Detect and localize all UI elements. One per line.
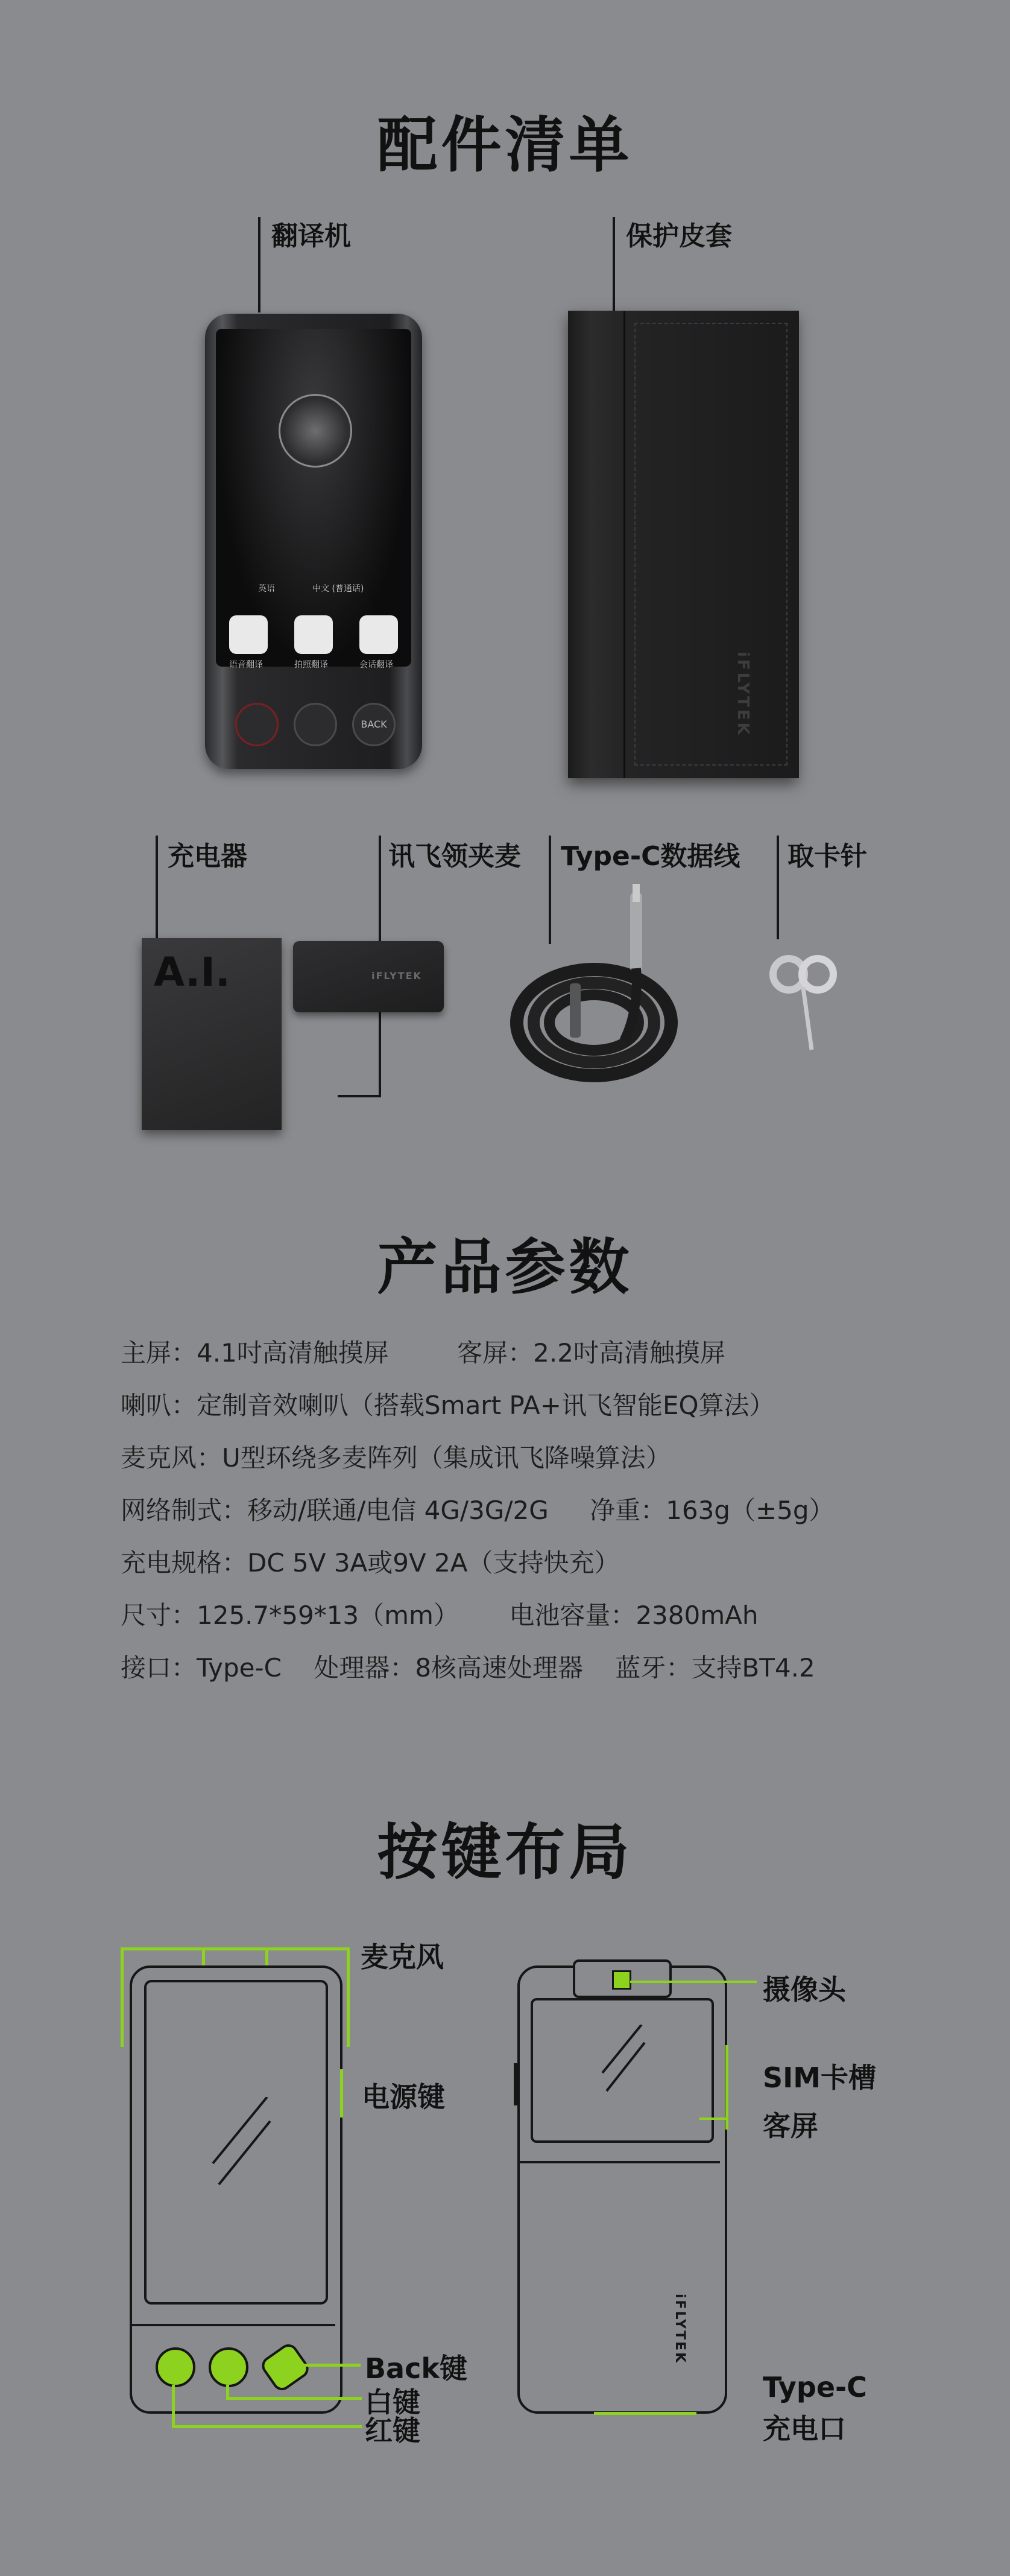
- accessories-title: 配件清单: [377, 110, 633, 180]
- back-device-outline: [517, 1965, 727, 2414]
- mic-callout: 麦克风: [361, 1941, 444, 1973]
- spec-charging: 充电规格：DC 5V 3A或9V 2A（支持快充）: [121, 1548, 620, 1578]
- spec-row-7: [121, 1648, 815, 1684]
- device-screen: [216, 329, 411, 670]
- photo-translate-app-icon: [294, 615, 333, 654]
- screen-glare-icon: [207, 2097, 273, 2187]
- translator-device-image: [205, 314, 422, 769]
- clip-mic-label: 讯飞领夹麦: [388, 841, 521, 872]
- side-slot-marker: [514, 2063, 519, 2105]
- spec-processor: 处理器：8核高速处理器: [314, 1653, 584, 1683]
- clip-mic-leader-horizontal: [338, 1095, 381, 1097]
- sub-screen-callout: 客屏: [763, 2110, 818, 2142]
- red-key-leader-h: [172, 2425, 362, 2428]
- power-callout: 电源键: [362, 2081, 445, 2113]
- clock-widget-icon: [279, 394, 352, 468]
- conversation-translate-app-icon: [359, 615, 398, 654]
- charger-ai-text: A.I.: [154, 949, 231, 995]
- charger-leader-line: [156, 836, 158, 944]
- translator-label: 翻译机: [271, 221, 351, 252]
- device-lang-left: 英语: [258, 584, 275, 594]
- app2-label: 拍照翻译: [294, 660, 328, 670]
- sub-screen-glare-icon: [599, 2025, 648, 2097]
- back-hardware-button: BACK: [352, 703, 396, 746]
- spec-bluetooth: 蓝牙：支持BT4.2: [615, 1653, 815, 1683]
- red-key-callout: 红键: [365, 2414, 420, 2447]
- white-key-callout: 白键: [365, 2386, 420, 2419]
- spec-network: 网络制式：移动/联通/电信 4G/3G/2G: [121, 1496, 549, 1525]
- back-key-callout: Back键: [365, 2352, 467, 2385]
- case-stitching: [634, 323, 787, 766]
- mic-bracket-tick-1: [202, 1947, 205, 1965]
- sim-pin-leader-line: [777, 836, 779, 939]
- spec-speaker: 喇叭：定制音效喇叭（搭载Smart PA+讯飞智能EQ算法）: [121, 1391, 775, 1420]
- sim-slot-marker: [725, 2045, 728, 2130]
- spec-row-4: [121, 1491, 835, 1527]
- white-key-icon: [209, 2347, 248, 2387]
- power-key-marker: [340, 2069, 343, 2118]
- charger-image: [142, 938, 282, 1130]
- red-hardware-button: [235, 703, 279, 746]
- translator-leader-line: [258, 217, 260, 312]
- clip-mic-image: [293, 941, 444, 1012]
- red-key-leader-v: [172, 2385, 175, 2428]
- white-key-leader-h: [226, 2397, 362, 2400]
- params-title: 产品参数: [377, 1232, 633, 1302]
- sim-pin-label: 取卡针: [787, 841, 867, 872]
- app3-label: 会话翻译: [359, 660, 393, 670]
- sim-callout: SIM卡槽: [763, 2061, 877, 2094]
- mic-bracket-top: [121, 1947, 350, 1950]
- sub-screen-outline: [531, 1998, 714, 2143]
- spec-row-1: [121, 1333, 725, 1369]
- sim-pin-image: [766, 950, 850, 1053]
- spec-battery: 电池容量：2380mAh: [509, 1600, 759, 1630]
- back-split-line: [520, 2161, 720, 2163]
- app1-label: 语音翻译: [229, 660, 263, 670]
- cable-label: Type-C数据线: [561, 841, 740, 872]
- spec-sub-screen: 客屏：2.2吋高清触摸屏: [457, 1338, 725, 1368]
- spec-port: 接口：Type-C: [121, 1653, 282, 1683]
- spec-row-6: [121, 1596, 758, 1632]
- typec-callout-1: Type-C: [763, 2371, 867, 2403]
- back-brand-text: iFLYTEK: [672, 2294, 687, 2365]
- camera-callout: 摄像头: [763, 1973, 846, 2006]
- spec-weight: 净重：163g（±5g）: [590, 1496, 835, 1525]
- clip-mic-brand: iFLYTEK: [371, 970, 422, 982]
- back-key-leader: [300, 2364, 361, 2367]
- camera-leader: [630, 1981, 757, 1983]
- typec-callout-2: 充电口: [763, 2413, 846, 2445]
- white-key-leader-v: [226, 2385, 229, 2398]
- device-lang-right: 中文 (普通话): [312, 584, 364, 594]
- leather-case-image: [568, 311, 797, 778]
- mic-bracket-right: [347, 1947, 350, 2047]
- red-key-icon: [156, 2347, 195, 2387]
- typec-port-marker: [594, 2412, 696, 2415]
- voice-translate-app-icon: [229, 615, 268, 654]
- layout-title: 按键布局: [377, 1817, 633, 1888]
- sub-screen-leader: [699, 2118, 728, 2120]
- front-screen-outline: [144, 1980, 328, 2305]
- camera-icon: [612, 1970, 631, 1990]
- front-button-divider: [132, 2324, 335, 2326]
- case-label: 保护皮套: [626, 221, 732, 252]
- white-hardware-button: [294, 703, 337, 746]
- mic-bracket-left: [121, 1947, 124, 2047]
- spec-main-screen: 主屏：4.1吋高清触摸屏: [121, 1338, 389, 1368]
- case-leader-line: [613, 217, 615, 312]
- mic-bracket-tick-2: [265, 1947, 268, 1965]
- charger-label: 充电器: [168, 841, 247, 872]
- spec-microphone: 麦克风：U型环绕多麦阵列（集成讯飞降噪算法）: [121, 1443, 671, 1473]
- coiled-cable-image: [510, 884, 690, 1089]
- case-brand-engraving: iFLYTEK: [734, 652, 752, 737]
- front-device-outline: [130, 1965, 342, 2414]
- spec-size: 尺寸：125.7*59*13（mm）: [121, 1600, 459, 1630]
